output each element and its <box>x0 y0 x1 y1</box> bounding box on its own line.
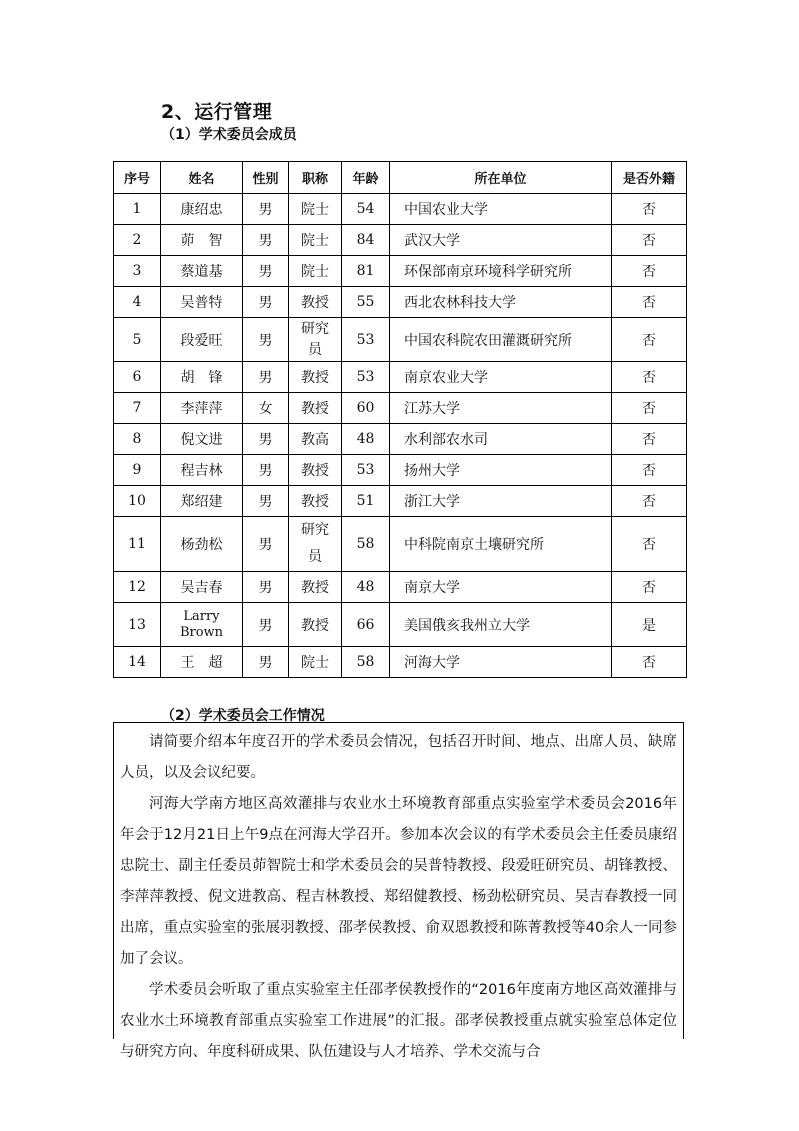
cell-unit: 中科院南京土壤研究所 <box>390 517 612 572</box>
header-foreign: 是否外籍 <box>612 162 687 194</box>
cell-gender: 男 <box>243 517 289 572</box>
header-no: 序号 <box>114 162 161 194</box>
table-row <box>114 647 687 678</box>
table-header-row <box>114 162 687 194</box>
cell-age: 60 <box>342 393 390 424</box>
cell-age: 84 <box>342 225 390 256</box>
cell-title: 院士 <box>289 194 342 225</box>
members-table <box>113 161 687 678</box>
cell-unit: 武汉大学 <box>390 225 612 256</box>
cell-no: 1 <box>114 194 161 225</box>
table-row <box>114 287 687 318</box>
table-row <box>114 455 687 486</box>
cell-age: 53 <box>342 362 390 393</box>
table-row <box>114 194 687 225</box>
header-unit: 所在单位 <box>390 162 612 194</box>
header-age: 年龄 <box>342 162 390 194</box>
cell-unit: 扬州大学 <box>390 455 612 486</box>
cell-gender: 男 <box>243 362 289 393</box>
cell-no: 14 <box>114 647 161 678</box>
cell-foreign: 否 <box>612 647 687 678</box>
table-row <box>114 393 687 424</box>
cell-title: 教授 <box>289 603 342 647</box>
cell-name: Larry Brown <box>161 603 243 647</box>
table-row <box>114 318 687 362</box>
table-row <box>114 424 687 455</box>
cell-age: 53 <box>342 318 390 362</box>
cell-foreign: 否 <box>612 455 687 486</box>
cell-unit: 中国农业大学 <box>390 194 612 225</box>
cell-no: 11 <box>114 517 161 572</box>
cell-title: 院士 <box>289 256 342 287</box>
cell-no: 5 <box>114 318 161 362</box>
cell-title: 教高 <box>289 424 342 455</box>
cell-foreign: 否 <box>612 225 687 256</box>
cell-name: 茆 智 <box>161 225 243 256</box>
cell-gender: 男 <box>243 194 289 225</box>
cell-unit: 西北农林科技大学 <box>390 287 612 318</box>
table-row <box>114 517 687 572</box>
table-row <box>114 225 687 256</box>
cell-foreign: 否 <box>612 572 687 603</box>
cell-foreign: 否 <box>612 287 687 318</box>
cell-name: 康绍忠 <box>161 194 243 225</box>
cell-foreign: 否 <box>612 256 687 287</box>
cell-foreign: 否 <box>612 517 687 572</box>
table-row <box>114 572 687 603</box>
cell-gender: 男 <box>243 424 289 455</box>
cell-gender: 男 <box>243 225 289 256</box>
cell-foreign: 否 <box>612 318 687 362</box>
cell-gender: 男 <box>243 256 289 287</box>
cell-unit: 美国俄亥我州立大学 <box>390 603 612 647</box>
cell-unit: 浙江大学 <box>390 486 612 517</box>
cell-unit: 南京农业大学 <box>390 362 612 393</box>
subsection-title-work: （2）学术委员会工作情况 <box>161 708 325 724</box>
cell-name: 郑绍建 <box>161 486 243 517</box>
cell-title: 研究员 <box>289 517 342 572</box>
cell-foreign: 否 <box>612 393 687 424</box>
cell-unit: 中国农科院农田灌溉研究所 <box>390 318 612 362</box>
cell-name: 胡 锋 <box>161 362 243 393</box>
table-row <box>114 603 687 647</box>
cell-age: 48 <box>342 424 390 455</box>
cell-age: 58 <box>342 517 390 572</box>
cell-gender: 男 <box>243 287 289 318</box>
cell-no: 2 <box>114 225 161 256</box>
cell-age: 48 <box>342 572 390 603</box>
header-gender: 性别 <box>243 162 289 194</box>
subsection-title-members: （1）学术委员会成员 <box>161 127 297 143</box>
cell-title: 教授 <box>289 393 342 424</box>
cell-gender: 男 <box>243 572 289 603</box>
cell-title: 院士 <box>289 225 342 256</box>
cell-unit: 河海大学 <box>390 647 612 678</box>
cell-age: 54 <box>342 194 390 225</box>
cell-unit: 南京大学 <box>390 572 612 603</box>
cell-age: 58 <box>342 647 390 678</box>
cell-gender: 男 <box>243 486 289 517</box>
cell-title: 研究员 <box>289 318 342 362</box>
work-instruction: 请简要介绍本年度召开的学术委员会情况，包括召开时间、地点、出席人员、缺席人员，以及会议纪要。 <box>120 734 677 781</box>
cell-unit: 江苏大学 <box>390 393 612 424</box>
cell-name: 吴普特 <box>161 287 243 318</box>
table-row <box>114 256 687 287</box>
cell-no: 10 <box>114 486 161 517</box>
work-paragraph: 河海大学南方地区高效灌排与农业水土环境教育部重点实验室学术委员会2016年年会于12月21日上午9点在河海大学召开。参加本次会议的有学术委员会主任委员康绍忠院士、副主任委员茆智院士和学术委员会的吴普特教授、段爱旺研究员、胡锋教授、李萍萍教授、倪文进教高、程吉林教授、郑绍健教授、杨劲松研究员、吴吉春教授一同出席，重点实验室的张展羽教授、邵孝侯教授、俞双恩教授和陈菁教授等40余人一同参加了会议。 <box>120 796 677 967</box>
table-row <box>114 486 687 517</box>
cell-gender: 女 <box>243 393 289 424</box>
cell-no: 13 <box>114 603 161 647</box>
cell-title: 教授 <box>289 486 342 517</box>
cell-name: 杨劲松 <box>161 517 243 572</box>
work-summary-box <box>113 722 684 1060</box>
cell-foreign: 否 <box>612 424 687 455</box>
cell-title: 教授 <box>289 572 342 603</box>
cell-age: 66 <box>342 603 390 647</box>
cell-no: 6 <box>114 362 161 393</box>
cell-title: 院士 <box>289 647 342 678</box>
cell-no: 12 <box>114 572 161 603</box>
cell-foreign: 否 <box>612 194 687 225</box>
cell-no: 9 <box>114 455 161 486</box>
cell-foreign: 是 <box>612 603 687 647</box>
cell-gender: 男 <box>243 455 289 486</box>
table-row <box>114 362 687 393</box>
cell-name: 程吉林 <box>161 455 243 486</box>
cell-foreign: 否 <box>612 486 687 517</box>
cell-gender: 男 <box>243 318 289 362</box>
cell-name: 倪文进 <box>161 424 243 455</box>
cell-age: 51 <box>342 486 390 517</box>
cell-foreign: 否 <box>612 362 687 393</box>
cell-name: 段爱旺 <box>161 318 243 362</box>
cell-no: 3 <box>114 256 161 287</box>
cell-age: 53 <box>342 455 390 486</box>
cell-no: 4 <box>114 287 161 318</box>
header-title: 职称 <box>289 162 342 194</box>
cell-unit: 环保部南京环境科学研究所 <box>390 256 612 287</box>
work-paragraph: 学术委员会听取了重点实验室主任邵孝侯教授作的“2016年度南方地区高效灌排与农业水土环境教育部重点实验室工作进展”的汇报。邵孝侯教授重点就实验室总体定位与研究方向、年度科研成果、队伍建设与人才培养、学术交流与合 <box>120 982 677 1060</box>
cell-age: 81 <box>342 256 390 287</box>
cell-title: 教授 <box>289 455 342 486</box>
cell-gender: 男 <box>243 603 289 647</box>
cell-name: 王 超 <box>161 647 243 678</box>
section-title: 2、运行管理 <box>161 101 273 123</box>
cell-no: 7 <box>114 393 161 424</box>
cell-name: 吴吉春 <box>161 572 243 603</box>
header-name: 姓名 <box>161 162 243 194</box>
cell-gender: 男 <box>243 647 289 678</box>
cell-age: 55 <box>342 287 390 318</box>
cell-unit: 水利部农水司 <box>390 424 612 455</box>
cell-name: 蔡道基 <box>161 256 243 287</box>
cell-title: 教授 <box>289 287 342 318</box>
cell-no: 8 <box>114 424 161 455</box>
cell-title: 教授 <box>289 362 342 393</box>
cell-name: 李萍萍 <box>161 393 243 424</box>
